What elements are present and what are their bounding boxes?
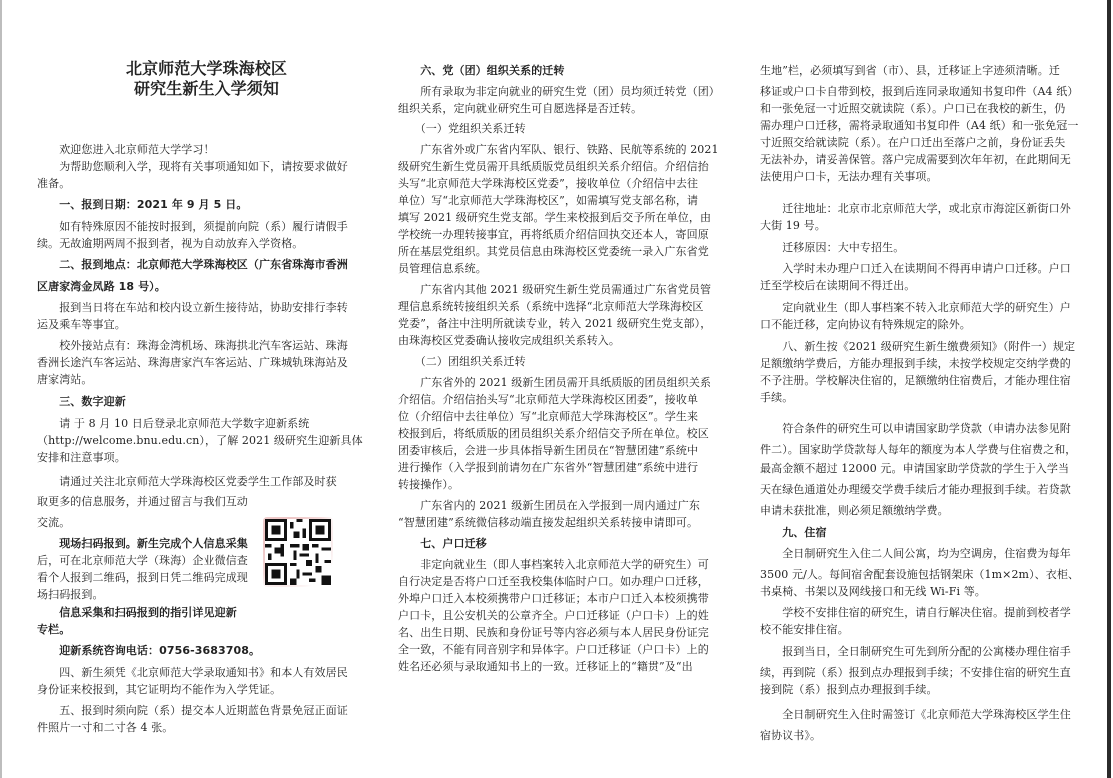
- text-line: 不予注册。学校解决住宿的，足额缴纳住宿费后，才能办理住宿: [760, 374, 1071, 387]
- text-line: 五、报到时须向院（系）提交本人近期蓝色背景免冠正面证: [37, 704, 348, 717]
- text-line: 最高金额不超过 12000 元。申请国家助学贷款的学生于入学当: [760, 462, 1070, 475]
- text-line: 件二）。国家助学贷款每人每年的额度为本人学费与住宿费之和，: [760, 443, 1077, 456]
- text-line: 手续。: [760, 391, 794, 404]
- text-line: 看个人报到二维码，报到日凭二维码完成现: [37, 571, 248, 584]
- qr-code-icon: [265, 519, 331, 585]
- text-line: 迁移原因：大中专招生。: [760, 241, 905, 254]
- text-line: 校报到后，将纸质版的团员组织关系介绍信交予所在单位。校区: [398, 427, 709, 440]
- section-heading-line: 六、党（团）组织关系的迁转: [398, 64, 565, 77]
- text-line: 请 于 8 月 10 日后登录北京师范大学数字迎新系统: [37, 417, 310, 430]
- text-line: 四、新生须凭《北京师范大学录取通知书》和本人有效居民: [37, 666, 348, 679]
- text-line: 户口卡，且公安机关的公章齐全。户口迁移证（户口卡）上的姓: [398, 609, 709, 622]
- section-heading-line: 二、报到地点：北京师范大学珠海校区（广东省珠海市香洲: [37, 258, 348, 271]
- text-line: 入学时未办理户口迁入在读期间不得再申请户口迁移。户口: [760, 262, 1071, 275]
- text-line: 外埠户口迁入本校须携带户口迁移证；本市户口迁入本校须携带: [398, 592, 709, 605]
- text-line: 姓名还必须与录取通知书上的一致。迁移证上的“籍贯”及“出: [398, 660, 693, 673]
- text-line: 级研究生新生党员需开具纸质版党员组织关系介绍信。介绍信抬: [398, 160, 709, 173]
- text-line: 转接操作）。: [398, 478, 460, 491]
- text-line: （http://welcome.bnu.edu.cn），了解 2021 级研究生迎新具体: [37, 434, 363, 447]
- text-line: 申请未获批准，则必须足额缴纳学费。: [760, 504, 949, 517]
- text-line: 运及乘车等事宜。: [37, 318, 126, 331]
- text-line: “智慧团建”系统微信移动端直接发起组织关系转接申请即可。: [398, 516, 699, 529]
- text-line: 广东省内的 2021 级新生团员在入学报到一周内通过广东: [398, 499, 700, 512]
- text-line: 所在基层党组织。其党员信息由珠海校区党委统一录入广东省党: [398, 245, 709, 258]
- text-line: 广东省外或广东省内军队、银行、铁路、民航等系统的 2021: [398, 143, 719, 156]
- text-line: （一）党组织关系迁转: [398, 122, 526, 135]
- text-line: 移证或户口卡自带到校，报到后连同录取通知书复印件（A4 纸）: [760, 85, 1079, 98]
- section-heading-line: 九、住宿: [760, 526, 827, 539]
- text-line: 唐家湾站。: [37, 373, 93, 386]
- text-line: 香洲长途汽车客运站、珠海唐家汽车客运站、广珠城轨珠海站及: [37, 356, 348, 369]
- text-line: 由珠海校区党委确认接收完成组织关系转入。: [398, 334, 620, 347]
- text-line: 学校统一办理转接事宜，再将纸质介绍信回执交还本人，寄回原: [398, 228, 709, 241]
- text-line: 校外接站点有：珠海金湾机场、珠海拱北汽车客运站、珠海: [37, 339, 348, 352]
- section-heading-line: 信息采集和扫码报到的指引详见迎新: [37, 606, 237, 619]
- text-line: 全一致，不能有同音别字和异体字。户口迁移证（户口卡）上的: [398, 643, 709, 656]
- page-left-edge: [0, 0, 2, 778]
- text-line: 介绍信。介绍信抬头写“北京师范大学珠海校区团委”，接收单: [398, 393, 699, 406]
- text-line: 名、出生日期、民族和身份证号等内容必须与本人居民身份证完: [398, 626, 709, 639]
- text-line: 续，再到院（系）报到点办理报到手续；不安排住宿的研究生直: [760, 666, 1071, 679]
- text-line: 交流。: [37, 516, 71, 529]
- text-line: 件照片一寸和二寸各 4 张。: [37, 721, 174, 734]
- text-line: 场扫码报到。: [37, 588, 104, 601]
- text-line: 大街 19 号。: [760, 219, 826, 232]
- section-heading-line: 区唐家湾金凤路 18 号）。: [37, 280, 166, 293]
- text-line: 报到当日将在车站和校内设立新生接待站，协助安排行李转: [37, 301, 348, 314]
- text-line: 天在绿色通道处办理缓交学费手续后才能办理报到手续。若贷款: [760, 483, 1071, 496]
- text-line: 书桌椅、书架以及网线接口和无线 Wi-Fi 等。: [760, 585, 986, 598]
- text-line: 无法补办，请妥善保管。落户完成需要到次年年初，在此期间无: [760, 153, 1071, 166]
- text-line: 宿协议书》。: [760, 729, 822, 742]
- text-line: 取更多的信息服务，并通过留言与我们互动: [37, 495, 248, 508]
- text-line: 学校不安排住宿的研究生，请自行解决住宿。提前到校者学: [760, 606, 1071, 619]
- text-line: 组织关系，定向就业研究生可自愿选择是否迁转。: [398, 102, 643, 115]
- text-line: 八、新生按《2021 级研究生新生缴费须知》（附件一）规定: [760, 340, 1076, 353]
- page-title-line: 北京师范大学珠海校区: [125, 59, 287, 78]
- text-line: 和一张免冠一寸近照交就读院（系）。户口已在我校的新生，仍: [760, 102, 1066, 115]
- text-line: 身份证来校报到，其它证明均不能作为入学凭证。: [37, 683, 282, 696]
- column-2: [398, 0, 736, 778]
- text-line: （二）团组织关系迁转: [398, 355, 526, 368]
- text-line: 全日制研究生入住二人间公寓，均为空调房，住宿费为每年: [760, 547, 1071, 560]
- section-heading-line: 迎新系统咨询电话：0756-3683708。: [37, 644, 261, 657]
- text-line: 为帮助您顺利入学，现将有关事项通知如下，请按要求做好: [37, 160, 348, 173]
- section-heading-line: 一、报到日期：2021 年 9 月 5 日。: [37, 198, 248, 211]
- text-line: 迁至学校后在读期间不得迁出。: [760, 279, 916, 292]
- text-line: 团委审核后，会进一步具体指导新生团员在“智慧团建”系统中: [398, 444, 699, 457]
- text-line: 定向就业生（即人事档案不转入北京师范大学的研究生）户: [760, 301, 1071, 314]
- text-line: 党委”，备注中注明所就读专业，转入 2021 级研究生党支部），: [398, 317, 712, 330]
- text-line: 迁往地址：北京市北京师范大学，或北京市海淀区新街口外: [760, 202, 1071, 215]
- text-line: 足额缴纳学费后，方能办理报到手续，未按学校规定交纳学费的: [760, 357, 1071, 370]
- section-heading-line: 三、数字迎新: [37, 395, 126, 408]
- text-line: 请通过关注北京师范大学珠海校区党委学生工作部及时获: [37, 475, 337, 488]
- text-line: 理信息系统转接组织关系（系统中选择“北京师范大学珠海校区: [398, 300, 704, 313]
- text-line: 如有特殊原因不能按时报到，须提前向院（系）履行请假手: [37, 220, 348, 233]
- text-line: 员管理信息系统。: [398, 262, 487, 275]
- text-line: 自行决定是否将户口迁至我校集体临时户口。如办理户口迁移，: [398, 575, 709, 588]
- text-line: 法使用户口卡，无法办理有关事项。: [760, 170, 938, 183]
- page-title-line: 研究生新生入学须知: [134, 79, 279, 98]
- text-line: 安排和注意事项。: [37, 451, 126, 464]
- column-3: [760, 0, 1097, 778]
- text-line: 3500 元/人。每间宿舍配套设施包括钢架床（1m×2m）、衣柜、: [760, 568, 1080, 581]
- text-line: 准备。: [37, 177, 71, 190]
- section-heading-line: 现场扫码报到。新生完成个人信息采集: [37, 537, 248, 550]
- text-line: 需办理户口迁移，需将录取通知书复印件（A4 纸）和一张免冠一: [760, 119, 1079, 132]
- text-line: 头写“北京师范大学珠海校区党委”，接收单位（介绍信中去往: [398, 177, 699, 190]
- text-line: 位（介绍信中去往单位）写“北京师范大学珠海校区”。学生来: [398, 410, 699, 423]
- text-line: 后，可在北京师范大学（珠海）企业微信查: [37, 554, 248, 567]
- section-heading-line: 专栏。: [37, 623, 71, 636]
- text-line: 全日制研究生入住时需签订《北京师范大学珠海校区学生住: [760, 708, 1071, 721]
- text-line: 广东省外的 2021 级新生团员需开具纸质版的团员组织关系: [398, 376, 712, 389]
- text-line: 填写 2021 级研究生党支部。学生来校报到后交予所在单位，由: [398, 211, 712, 224]
- text-line: 进行操作（入学报到前请勿在广东省外“智慧团建”系统中进行: [398, 461, 699, 474]
- text-line: 所有录取为非定向就业的研究生党（团）员均须迁转党（团）: [398, 85, 720, 98]
- text-line: 口不能迁移，定向协议有特殊规定的除外。: [760, 318, 971, 331]
- text-line: 校不能安排住宿。: [760, 623, 849, 636]
- section-heading-line: 七、户口迁移: [398, 537, 487, 550]
- column-1: [37, 0, 376, 778]
- text-line: 寸近照交给就读院（系）。在户口迁出至落户之前，身份证丢失: [760, 136, 1066, 149]
- text-line: 符合条件的研究生可以申请国家助学贷款（申请办法参见附: [760, 422, 1071, 435]
- text-line: 续。无故逾期两周不报到者，视为自动放弃入学资格。: [37, 237, 304, 250]
- text-line: 报到当日，全日制研究生可先到所分配的公寓楼办理住宿手: [760, 645, 1071, 658]
- text-line: 单位）写“北京师范大学珠海校区”，如需填写党支部名称，请: [398, 194, 699, 207]
- text-line: 非定向就业生（即人事档案转入北京师范大学的研究生）可: [398, 558, 709, 571]
- text-line: 接到院（系）报到点办理报到手续。: [760, 683, 938, 696]
- text-line: 广东省内其他 2021 级研究生新生党员需通过广东省党员管: [398, 283, 712, 296]
- window-right-border: [1107, 0, 1111, 778]
- text-line: 欢迎您进入北京师范大学学习！: [37, 143, 215, 156]
- text-line: 生地”栏，必须填写到省（市）、县，迁移证上字迹须清晰。迁: [760, 64, 1060, 77]
